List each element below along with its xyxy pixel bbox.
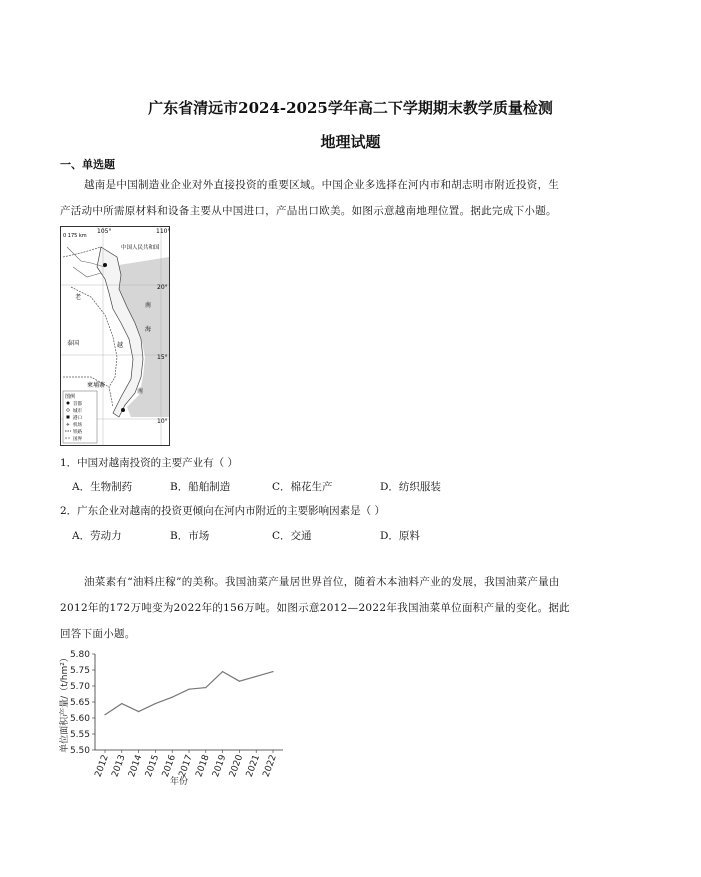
x-tick-label: 2013 (110, 753, 128, 779)
label-laos: 老 (75, 294, 82, 301)
y-tick-label: 5.70 (69, 682, 90, 692)
x-tick-label: 2016 (160, 753, 179, 779)
legend-item-city: 城市 (73, 409, 82, 414)
section-heading: 一、单选题 (60, 158, 115, 171)
x-tick-label: 2018 (194, 753, 212, 779)
x-tick-label: 2021 (244, 753, 263, 779)
label-vietnam-2: 南 (137, 388, 144, 395)
x-tick-label: 2017 (177, 753, 195, 779)
passage2-line3: 回答下面小题。 (60, 628, 136, 640)
data-point (155, 703, 156, 704)
passage2-line1: 油菜素有“油料庄稼”的美称。我国油菜产量居世界首位，随着木本油料产业的发展，我国油菜产量由 (84, 576, 560, 588)
document-title: 广东省清远市2024-2025学年高二下学期期末教学质量检测 (148, 99, 553, 117)
legend-item-port: 港口 (73, 416, 82, 421)
data-point (104, 714, 105, 715)
y-tick-label: 5.50 (69, 746, 90, 756)
y-tick-label: 5.60 (69, 714, 90, 724)
question1-option-c: C．棉花生产 (272, 481, 333, 493)
vietnam-map (60, 226, 170, 446)
question2-option-b: B．市场 (170, 530, 210, 542)
data-point (188, 689, 189, 690)
legend-item-border: 国界 (73, 437, 82, 442)
vietnam-map-svg (61, 227, 169, 445)
passage1-line2: 产活动中所需原材料和设备主要从中国进口，产品出口欧美。如图示意越南地理位置。据此完成下小题。 (60, 205, 557, 217)
city-hcmc-marker (121, 408, 125, 412)
label-sea-2: 海 (145, 326, 152, 333)
y-tick-label: 5.75 (69, 666, 90, 676)
passage2-line2: 2012年的172万吨变为2022年的156万吨。如图示意2012—2022年我国油菜单位面积产量的变化。据此 (60, 602, 570, 614)
lat-label-15: 15° (157, 354, 168, 361)
legend-title: 图例 (65, 394, 76, 400)
label-thailand: 泰国 (67, 340, 80, 347)
label-cambodia: 柬埔寨 (87, 382, 106, 389)
data-point (205, 687, 206, 688)
question1-option-d: D．纺织服装 (380, 481, 441, 493)
legend-item-airport: 机场 (73, 423, 82, 428)
data-point (272, 671, 273, 672)
data-point (256, 676, 257, 677)
river-red (73, 267, 101, 277)
scale-label: 0 175 km (63, 233, 87, 239)
question1-stem: 1．中国对越南投资的主要产业有（ ） (60, 457, 239, 469)
x-tick-label: 2022 (261, 753, 279, 779)
question2-option-d: D．原料 (380, 530, 420, 542)
label-china: 中国人民共和国 (121, 245, 160, 251)
data-point (172, 697, 173, 698)
question2-option-c: C．交通 (272, 530, 312, 542)
lon-label-105: 105° (97, 228, 112, 235)
legend-item-railway: 铁路 (73, 430, 82, 435)
document-subtitle: 地理试题 (320, 133, 381, 151)
x-tick-label: 2019 (211, 753, 229, 779)
x-tick-label: 2012 (93, 753, 111, 779)
series-line-yield (105, 672, 273, 715)
question1-option-b: B．船舶制造 (170, 481, 231, 493)
x-tick-label: 2020 (227, 753, 246, 779)
question1-option-a: A．生物制药 (72, 481, 133, 493)
question2-option-a: A．劳动力 (72, 530, 122, 542)
yield-line-chart (55, 648, 295, 788)
lon-label-110: 110° (156, 228, 171, 235)
y-axis-label: 单位面积产量/（t/hm²） (60, 653, 70, 753)
legend-airport-icon: ✈ (66, 423, 70, 428)
y-tick-label: 5.65 (69, 698, 90, 708)
data-point (121, 703, 122, 704)
lat-label-10: 10° (157, 418, 168, 425)
y-tick-label: 5.80 (69, 650, 90, 660)
passage1-line1: 越南是中国制造业企业对外直接投资的重要区域。中国企业多选择在河内市和胡志明市附近投资，生 (84, 179, 560, 191)
question2-stem: 2．广东企业对越南的投资更倾向在河内市附近的主要影响因素是（ ） (60, 505, 386, 517)
x-axis-label: 年份 (169, 777, 189, 787)
data-point (239, 681, 240, 682)
legend-capital-icon (67, 402, 70, 405)
x-tick-label: 2015 (143, 753, 162, 779)
y-tick-label: 5.55 (69, 730, 90, 740)
laos-border (71, 287, 117, 387)
lat-label-20: 20° (157, 284, 168, 291)
label-sea-1: 南 (145, 302, 152, 309)
label-vietnam-1: 越 (117, 342, 124, 349)
capital-hanoi-marker (103, 263, 107, 267)
legend-port-icon (67, 416, 70, 419)
data-point (138, 711, 139, 712)
x-tick-label: 2014 (127, 753, 145, 779)
legend-item-capital: 首都 (73, 402, 82, 407)
data-point (222, 671, 223, 672)
